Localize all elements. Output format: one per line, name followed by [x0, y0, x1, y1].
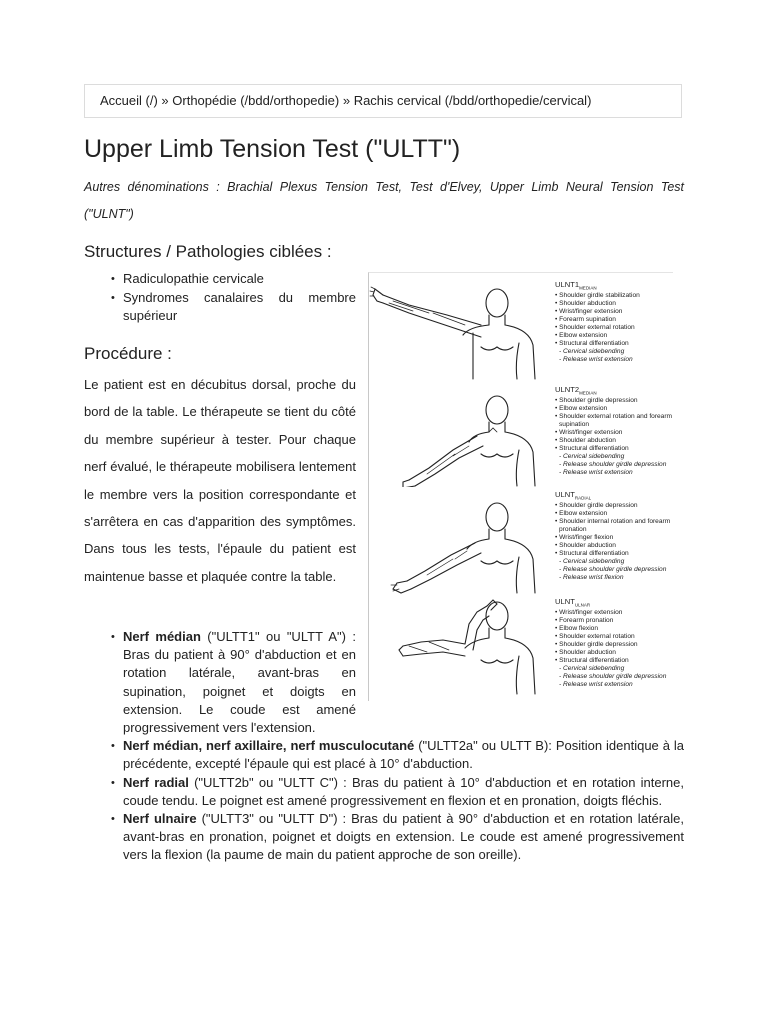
structures-heading: Structures / Pathologies ciblées :	[84, 242, 332, 261]
caption-line: • Wrist/finger extension	[555, 308, 623, 316]
ultt-illustration	[368, 272, 673, 701]
breadcrumb-link-orthopedie[interactable]: Orthopédie (/bdd/orthopedie)	[172, 93, 340, 108]
caption-line: • Wrist/finger extension	[555, 609, 623, 617]
caption-line: • Shoulder abduction	[555, 300, 616, 308]
caption-line: • Elbow extension	[555, 510, 608, 518]
caption-line: supination	[559, 421, 590, 429]
nerve-name: Nerf médian, nerf axillaire, nerf musculocutané	[123, 738, 415, 754]
breadcrumb-link-cervical[interactable]: Rachis cervical (/bdd/orthopedie/cervical)	[353, 93, 592, 108]
list-item: • Radiculopathie cervicale	[84, 270, 356, 289]
illustration-panel-ulnar	[369, 594, 673, 701]
panel-subtitle: MEDIAN	[579, 285, 597, 291]
breadcrumb	[84, 84, 682, 118]
nerve-description: ("ULTT2b" ou "ULTT C") : Bras du patient à 10° d'abduction et en rotation interne, coude tendu. Le poignet est amené progressivement en flexion et en pronation, doigts fléchis.	[123, 774, 684, 808]
caption-line: • Structural differentiation	[555, 339, 629, 347]
panel-title: ULNT1	[555, 281, 580, 289]
caption-line: pronation	[559, 526, 587, 534]
caption-line: • Forearm pronation	[555, 617, 614, 625]
list-item	[84, 810, 684, 865]
panel-caption	[555, 281, 673, 364]
panel-title: ULNT	[555, 491, 575, 499]
list-item	[84, 628, 356, 737]
list-item: • Syndromes canalaires du membre supérieur	[84, 289, 356, 326]
list-item	[84, 737, 684, 773]
caption-line: • Shoulder abduction	[555, 436, 616, 444]
panel-caption	[555, 491, 673, 581]
nerve-description: ("ULTT1" ou "ULTT A") : Bras du patient à 90° d'abduction et en rotation latérale, avant-bras en supination, poignet et doigts en extension. Le coude est amené progressivement vers l'extension.	[123, 629, 356, 736]
caption-line: • Structural differentiation	[555, 549, 629, 557]
caption-line: • Shoulder girdle depression	[555, 397, 638, 405]
caption-line: - Cervical sidebending	[559, 347, 625, 355]
panel-subtitle: RADIAL	[574, 495, 592, 501]
caption-line: - Release wrist extension	[559, 680, 633, 688]
patient-drawing	[369, 273, 555, 380]
panel-caption	[555, 598, 673, 688]
patient-drawing	[369, 380, 555, 487]
caption-line: • Shoulder girdle depression	[555, 502, 638, 510]
structures-list	[84, 270, 356, 326]
illustration-panel-median-1	[369, 273, 673, 380]
caption-line: • Shoulder girdle depression	[555, 641, 638, 649]
caption-line: • Shoulder abduction	[555, 648, 616, 656]
caption-line: - Cervical sidebending	[559, 664, 625, 672]
patient-drawing	[369, 594, 555, 701]
page-title: Upper Limb Tension Test ("ULTT")	[84, 135, 461, 163]
nerve-description: ("ULTT2a" ou ULTT B): Position identique à la précédente, excepté l'épaule qui est placé à 10° d'abduction.	[123, 738, 684, 772]
panel-caption	[555, 386, 673, 476]
caption-line: • Shoulder internal rotation and forearm	[555, 518, 671, 526]
panel-subtitle: ULNAR	[574, 602, 591, 608]
procedure-heading: Procédure :	[84, 344, 172, 363]
caption-line: • Elbow flexion	[555, 625, 598, 633]
caption-line: • Structural differentiation	[555, 444, 629, 452]
caption-line: • Structural differentiation	[555, 656, 629, 664]
procedure-text: Le patient est en décubitus dorsal, proche du bord de la table. Le thérapeute se tient du côté du membre supérieur à tester. Pour chaque nerf évalué, le thérapeute mobilisera lentement le membre vers la position correspondante et s'arrêtera en cas d'apparition des symptômes. Dans tous les tests, l'épaule du patient est maintenue basse et plaquée contre la table.	[84, 377, 356, 584]
illustration-panel-radial	[369, 487, 673, 594]
caption-line: • Wrist/finger extension	[555, 429, 623, 437]
panel-title: ULNT	[555, 598, 575, 606]
caption-line: - Cervical sidebending	[559, 452, 625, 460]
caption-line: • Elbow extension	[555, 405, 608, 413]
nerve-name: Nerf ulnaire	[123, 811, 197, 827]
nerve-name: Nerf médian	[123, 629, 201, 644]
caption-line: - Release wrist extension	[559, 355, 633, 363]
caption-line: - Release shoulder girdle depression	[559, 672, 667, 680]
caption-line: - Release shoulder girdle depression	[559, 460, 667, 468]
nerve-description: ("ULTT3" ou "ULTT D") : Bras du patient à 90° d'abduction et en rotation latérale, avant-bras en pronation, poignet et doigts en extension. Le coude est amené progressivement vers la flexion (la paume de main du patient approche de son oreille).	[123, 811, 684, 863]
caption-line: • Shoulder external rotation	[555, 633, 635, 641]
caption-line: • Forearm supination	[555, 316, 616, 324]
nerve-name: Nerf radial	[123, 774, 189, 790]
caption-line: • Shoulder girdle stabilization	[555, 292, 640, 300]
list-item	[84, 774, 684, 810]
caption-line: - Release shoulder girdle depression	[559, 565, 667, 573]
caption-line: • Shoulder external rotation and forearm	[555, 413, 673, 421]
panel-title: ULNT2	[555, 386, 580, 394]
caption-line: - Release wrist extension	[559, 468, 633, 476]
breadcrumb-separator: »	[339, 93, 354, 108]
panel-subtitle: MEDIAN	[579, 390, 597, 396]
illustration-panel-median-2	[369, 380, 673, 487]
caption-line: • Elbow extension	[555, 331, 608, 339]
alternate-names: Autres dénominations : Brachial Plexus Tension Test, Test d'Elvey, Upper Limb Neural Tension Test ("ULNT")	[84, 180, 684, 221]
caption-line: • Shoulder abduction	[555, 541, 616, 549]
breadcrumb-separator: »	[157, 93, 173, 108]
caption-line: - Release wrist flexion	[559, 573, 624, 581]
caption-line: • Shoulder external rotation	[555, 324, 635, 332]
caption-line: - Cervical sidebending	[559, 557, 625, 565]
caption-line: • Wrist/finger flexion	[555, 534, 614, 542]
breadcrumb-link-home[interactable]: Accueil (/)	[100, 93, 158, 108]
patient-drawing	[369, 487, 555, 594]
